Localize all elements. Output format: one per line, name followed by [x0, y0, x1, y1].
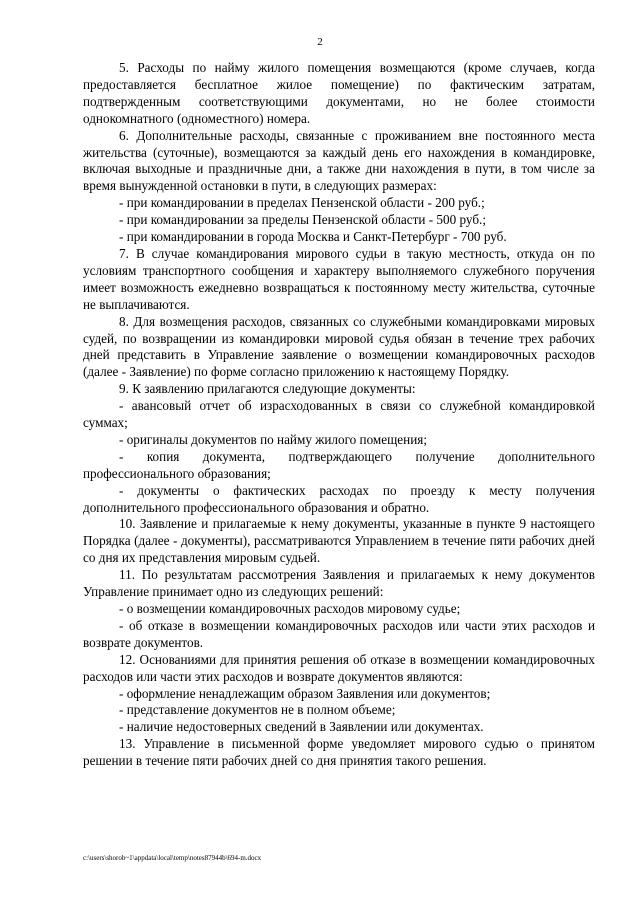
list-item: - при командировании в пределах Пензенской области - 200 руб.; [119, 195, 485, 211]
list-item: - оригиналы документов по найму жилого помещения; [119, 431, 427, 447]
list-item: - наличие недостоверных сведений в Заявлении или документах. [119, 719, 484, 735]
paragraph-8: 8. Для возмещения расходов, связанных со служебными командировками мировых судей, по возвращении из командировки мировой судья обязан в течение трех рабочих дней представить в Управление заявление о возмещении командировочных расходов (далее - Заявление) по форме согласно приложению к настоящему Порядку. [83, 313, 595, 380]
list-item: - копия документа, подтверждающего получение дополнительного профессионального образования; [83, 448, 595, 481]
list-item: - представление документов не в полном объеме; [119, 702, 396, 718]
list-item: - при командировании за пределы Пензенской области - 500 руб.; [119, 212, 487, 228]
paragraph-7: 7. В случае командирования мирового судьи в такую местность, откуда он по условиям транспортного сообщения и характеру выполняемого служебного поручения имеет возможность ежедневно возвращаться к постоянному месту жительства, суточные не выплачиваются. [83, 245, 595, 312]
paragraph-9: 9. К заявлению прилагаются следующие документы: [119, 381, 416, 397]
page-number: 2 [317, 36, 323, 48]
paragraph-13: 13. Управление в письменной форме уведомляет мирового судью о принятом решении в течение пяти рабочих дней со дня принятия такого решения. [83, 736, 595, 769]
paragraph-6: 6. Дополнительные расходы, связанные с проживанием вне постоянного места жительства (суточные), возмещаются за каждый день его нахождения в командировке, включая выходные и праздничные дни, а также дни нахождения в пути, в том числе за время вынужденной остановки в пути, в следующих размерах: [83, 127, 595, 194]
paragraph-5: 5. Расходы по найму жилого помещения возмещаются (кроме случаев, когда предоставляется бесплатное жилое помещение) по фактическим затратам, подтвержденным соответствующими документами, но не более стоимости однокомнатного (одноместного) номера. [83, 60, 595, 126]
list-item: - о возмещении командировочных расходов мировому судье; [119, 601, 461, 616]
paragraph-11: 11. По результатам рассмотрения Заявления и прилагаемых к нему документов Управление принимает одно из следующих решений: [83, 567, 595, 600]
list-item: - оформление ненадлежащим образом Заявления или документов; [119, 685, 491, 701]
paragraph-12: 12. Основаниями для принятия решения об отказе в возмещении командировочных расходов или части этих расходов и возврате документов являются: [83, 651, 595, 684]
document-body [83, 60, 595, 770]
list-item: - документы о фактических расходах по проезду к месту получения дополнительного профессионального образования и обратно. [83, 482, 595, 515]
footer-file-path: c:\users\shorob~1\appdata\local\temp\notes87944b\694-m.docx [83, 854, 262, 862]
list-item: - об отказе в возмещении командировочных расходов или части этих расходов и возврате документов. [83, 617, 595, 650]
list-item: - авансовый отчет об израсходованных в связи со служебной командировкой суммах; [83, 398, 595, 431]
list-item: - при командировании в города Москва и Санкт-Петербург - 700 руб. [119, 229, 507, 245]
paragraph-10: 10. Заявление и прилагаемые к нему документы, указанные в пункте 9 настоящего Порядка (далее - документы), рассматриваются Управлением в течение пяти рабочих дней со дня их представления мировым судьей. [83, 516, 595, 566]
